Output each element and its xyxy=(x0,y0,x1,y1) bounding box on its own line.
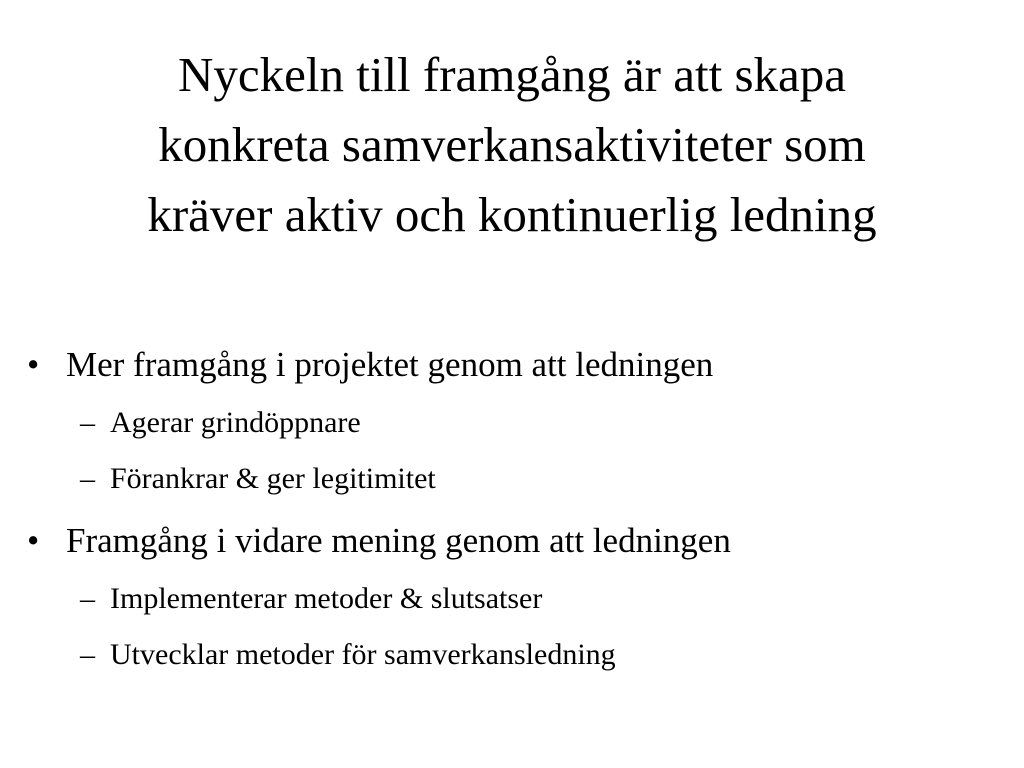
sub-bullet-text: Agerar grindöppnare xyxy=(110,406,361,439)
title-line-3: kräver aktiv och kontinuerlig ledning xyxy=(147,187,877,242)
dash-icon: – xyxy=(80,582,95,615)
sub-bullet-list xyxy=(0,571,1024,687)
bullet-text: Mer framgång i projektet genom att ledningen xyxy=(66,345,714,384)
dash-icon: – xyxy=(80,638,95,671)
sub-bullet-item xyxy=(0,395,1024,451)
title-line-2: konkreta samverkansaktiviteter som xyxy=(158,117,866,172)
bullet-text: Framgång i vidare mening genom att ledningen xyxy=(66,521,731,560)
bullet-dot-icon: • xyxy=(27,521,40,560)
dash-icon: – xyxy=(80,462,95,495)
bullet-item xyxy=(0,335,1024,511)
sub-bullet-text: Implementerar metoder & slutsatser xyxy=(110,582,543,615)
title-line-1: Nyckeln till framgång är att skapa xyxy=(177,47,847,102)
sub-bullet-list xyxy=(0,395,1024,511)
sub-bullet-text: Utvecklar metoder för samverkansledning xyxy=(110,638,616,671)
bullet-dot-icon: • xyxy=(27,345,40,384)
sub-bullet-item xyxy=(0,627,1024,683)
slide-title xyxy=(40,40,984,250)
bullet-item xyxy=(0,511,1024,687)
bullet-list xyxy=(0,335,1024,687)
sub-bullet-item xyxy=(0,451,1024,507)
sub-bullet-item xyxy=(0,571,1024,627)
dash-icon: – xyxy=(80,406,95,439)
sub-bullet-text: Förankrar & ger legitimitet xyxy=(110,462,436,495)
